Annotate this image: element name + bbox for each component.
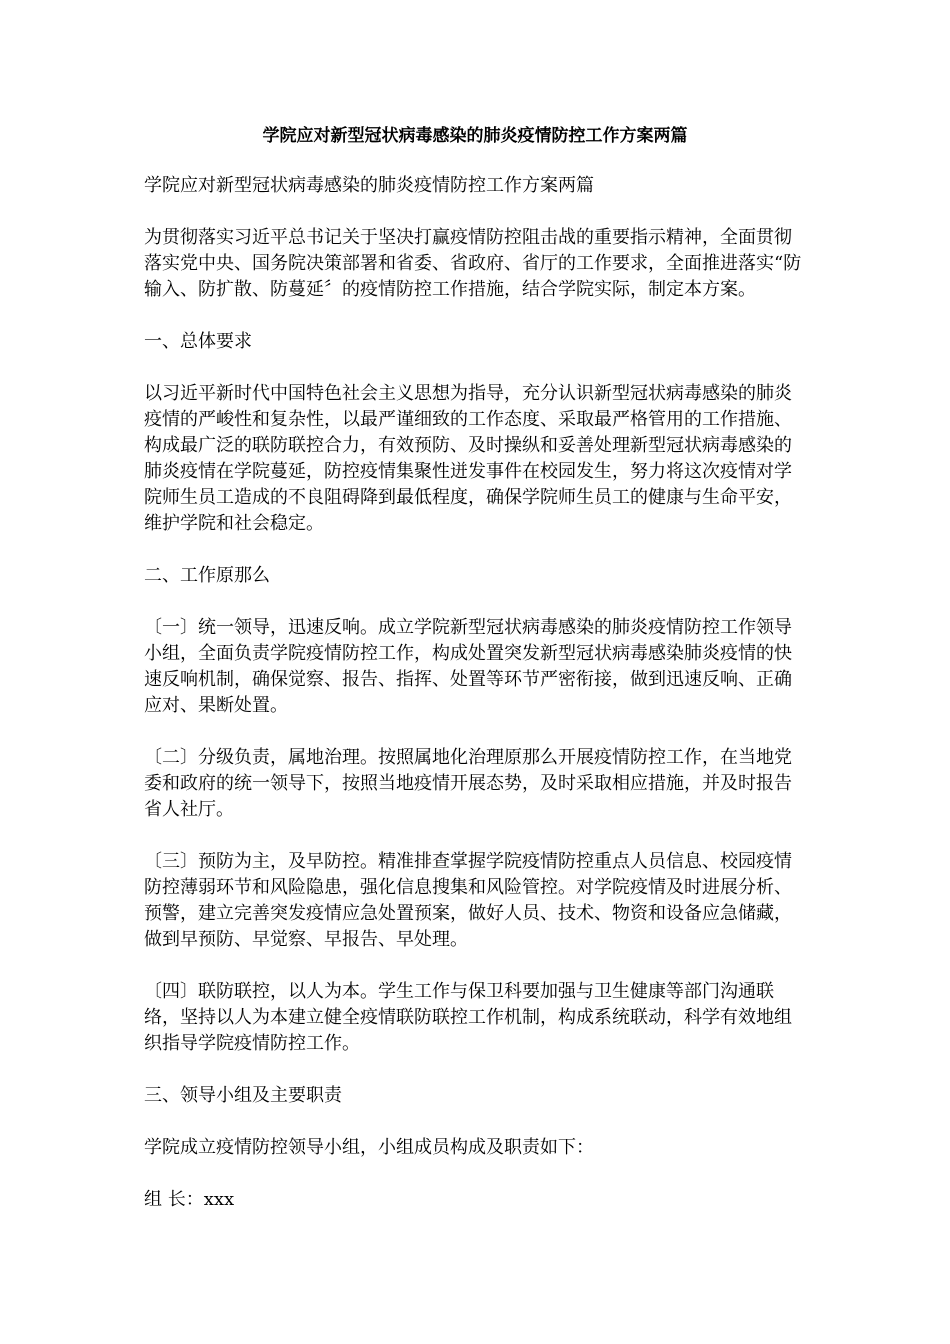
principle-3-paragraph: 〔三〕预防为主，及早防控。精准排查掌握学院疫情防控重点人员信息、校园疫情防控薄弱环节和风险隐患，强化信息搜集和风险管控。对学院疫情及时进展分析、预警，建立完善突发疫情应急处置预案，做好人员、技术、物资和设备应急储藏，做到早预防、早觉察、早报告、早处理。 [144, 851, 792, 950]
document-title: 学院应对新型冠状病毒感染的肺炎疫情防控工作方案两篇 [262, 126, 688, 146]
section-heading-general-requirements: 一、总体要求 [144, 331, 252, 352]
group-leader-line: 组 长：xxx [144, 1189, 235, 1210]
principle-2-paragraph: 〔二〕分级负责，属地治理。按照属地化治理原那么开展疫情防控工作，在当地党委和政府的统一领导下，按照当地疫情开展态势，及时采取相应措施，并及时报告省人社厅。 [144, 747, 792, 820]
section-heading-work-principles: 二、工作原那么 [144, 565, 270, 586]
general-requirements-paragraph: 以习近平新时代中国特色社会主义思想为指导，充分认识新型冠状病毒感染的肺炎疫情的严峻性和复杂性，以最严谨细致的工作态度、采取最严格管用的工作措施、构成最广泛的联防联控合力，有效预防、及时操纵和妥善处理新型冠状病毒感染的肺炎疫情在学院蔓延，防控疫情集聚性迸发事件在校园发生，努力将这次疫情对学院师生员工造成的不良阻碍降到最低程度，确保学院师生员工的健康与生命平安，维护学院和社会稳定。 [144, 383, 792, 534]
intro-paragraph: 为贯彻落实习近平总书记关于坚决打赢疫情防控阻击战的重要指示精神，全面贯彻落实党中央、国务院决策部署和省委、省政府、省厅的工作要求，全面推进落实“防输入、防扩散、防蔓延〞的疫情防控工作措施，结合学院实际，制定本方案。 [144, 227, 802, 300]
subtitle-paragraph: 学院应对新型冠状病毒感染的肺炎疫情防控工作方案两篇 [144, 175, 594, 196]
principle-4-paragraph: 〔四〕联防联控，以人为本。学生工作与保卫科要加强与卫生健康等部门沟通联络，坚持以人为本建立健全疫情联防联控工作机制，构成系统联动，科学有效地组织指导学院疫情防控工作。 [144, 981, 792, 1054]
document-body [144, 173, 809, 1239]
principle-1-paragraph: 〔一〕统一领导，迅速反响。成立学院新型冠状病毒感染的肺炎疫情防控工作领导小组，全面负责学院疫情防控工作，构成处置突发新型冠状病毒感染肺炎疫情的快速反响机制，确保觉察、报告、指挥、处置等环节严密衔接，做到迅速反响、正确应对、果断处置。 [144, 617, 792, 716]
section-heading-leadership-group: 三、领导小组及主要职责 [144, 1085, 342, 1106]
leadership-group-paragraph: 学院成立疫情防控领导小组，小组成员构成及职责如下： [144, 1137, 594, 1158]
